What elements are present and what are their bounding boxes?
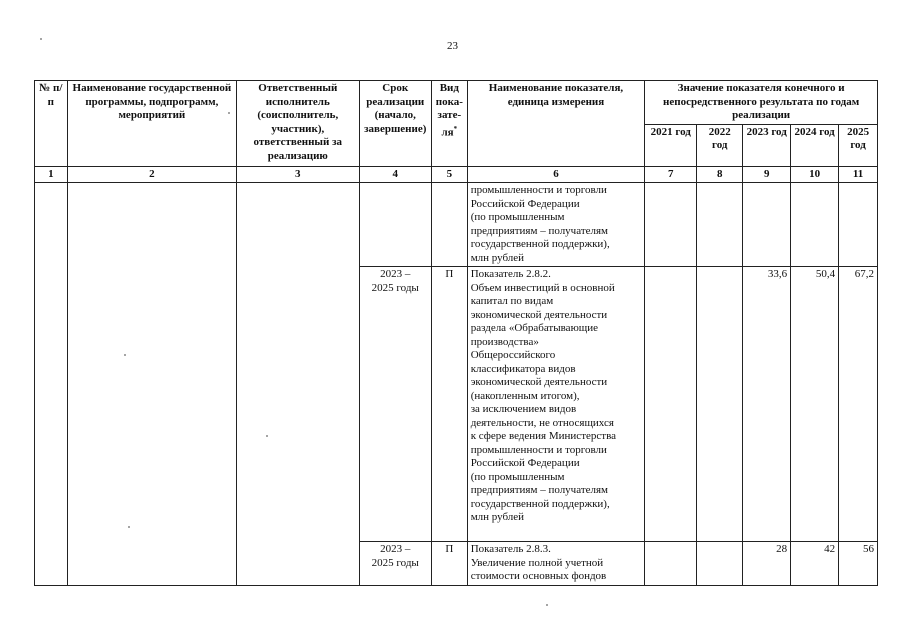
value-2021: [645, 542, 697, 586]
indicator-name-cell: промышленности и торговли Российской Федерации (по промышленным предприятиям – получателям государственной поддержки), млн рублей: [467, 183, 645, 267]
scan-speck: [266, 435, 268, 437]
table-row: [35, 183, 878, 267]
scan-speck: [546, 604, 548, 606]
page-number: 23: [447, 40, 458, 52]
value-2022: [697, 267, 743, 542]
column-number: 3: [237, 166, 359, 183]
header-indicator-name: Наименование показателя, единица измерения: [467, 81, 645, 167]
column-number: 11: [839, 166, 878, 183]
value-2021: [645, 183, 697, 267]
value-2024: [791, 183, 839, 267]
header-indicator-type: Вид пока-зате-ля*: [431, 81, 467, 167]
header-year-2023: 2023 год: [743, 124, 791, 166]
indicator-type-cell: П: [431, 542, 467, 586]
column-number: 2: [67, 166, 236, 183]
responsible-cell: [237, 183, 359, 586]
value-2025: [839, 183, 878, 267]
header-period: Срок реализации (начало, завершение): [359, 81, 431, 167]
indicator-name-cell: Показатель 2.8.3. Увеличение полной учетной стоимости основных фондов: [467, 542, 645, 586]
indicator-type-cell: П: [431, 267, 467, 542]
scan-speck: [228, 112, 230, 114]
value-2023: 33,6: [743, 267, 791, 542]
header-number: № п/п: [35, 81, 68, 167]
value-2024: 50,4: [791, 267, 839, 542]
period-cell: 2023 – 2025 годы: [359, 542, 431, 586]
header-program-name: Наименование государственной программы, подпрограмм, мероприятий: [67, 81, 236, 167]
scan-speck: [124, 354, 126, 356]
period-cell: 2023 – 2025 годы: [359, 267, 431, 542]
value-2023: [743, 183, 791, 267]
column-number: 8: [697, 166, 743, 183]
column-number: 1: [35, 166, 68, 183]
column-number: 4: [359, 166, 431, 183]
scan-speck: [128, 526, 130, 528]
header-values-group: Значение показателя конечного и непосредственного результата по годам реализации: [645, 81, 878, 125]
column-number: 9: [743, 166, 791, 183]
header-year-2024: 2024 год: [791, 124, 839, 166]
indicator-name-cell: Показатель 2.8.2. Объем инвестиций в основной капитал по видам экономической деятельности раздела «Обрабатывающие производства» Общероссийского классификатора видов экономической деятельности (накопленным итогом), за исключением видов деятельности, не относящихся к сфере ведения Министерства промышленности и торговли Российской Федерации (по промышленным предприятиям – получателям государственной поддержки), млн рублей: [467, 267, 645, 542]
column-numbers-row: [35, 166, 878, 183]
column-number: 5: [431, 166, 467, 183]
indicators-table: [34, 80, 878, 586]
header-year-2021: 2021 год: [645, 124, 697, 166]
value-2023: 28: [743, 542, 791, 586]
value-2022: [697, 183, 743, 267]
period-cell: [359, 183, 431, 267]
scan-speck: [40, 38, 42, 40]
value-2022: [697, 542, 743, 586]
program-name-cell: [67, 183, 236, 586]
header-responsible: Ответственный исполнитель (соисполнитель, участник), ответственный за реализацию: [237, 81, 359, 167]
value-2024: 42: [791, 542, 839, 586]
column-number: 7: [645, 166, 697, 183]
value-2025: 67,2: [839, 267, 878, 542]
column-number: 6: [467, 166, 645, 183]
value-2021: [645, 267, 697, 542]
header-year-2025: 2025 год: [839, 124, 878, 166]
header-year-2022: 2022 год: [697, 124, 743, 166]
indicator-type-cell: [431, 183, 467, 267]
column-number: 10: [791, 166, 839, 183]
value-2025: 56: [839, 542, 878, 586]
row-number-cell: [35, 183, 68, 586]
